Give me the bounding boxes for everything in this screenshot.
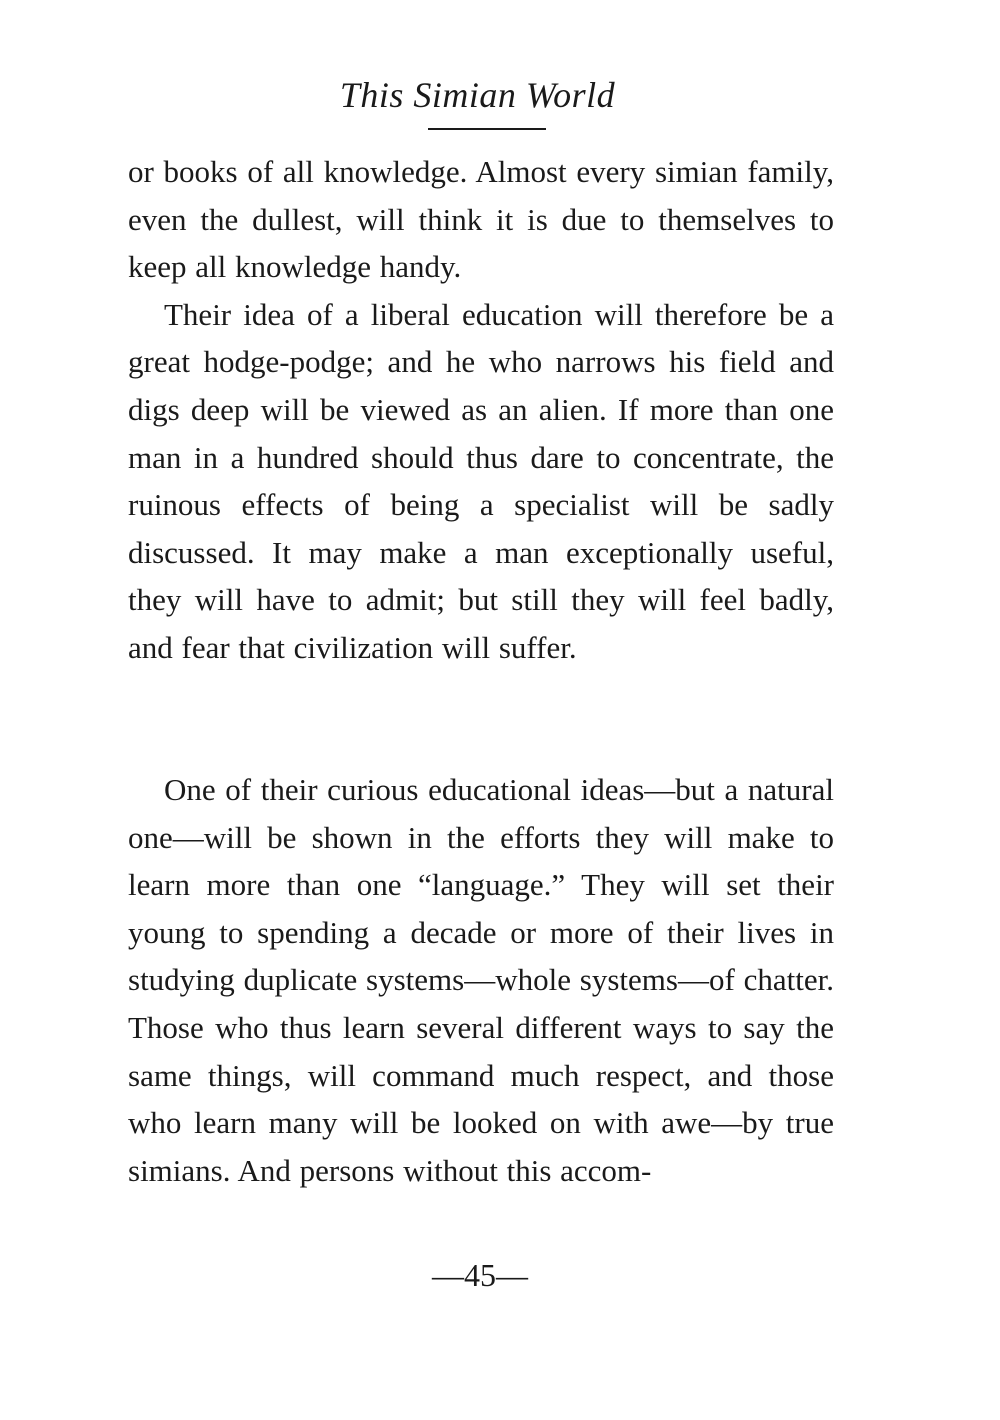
- running-head: This Simian World: [339, 75, 616, 115]
- page-number: —45—: [432, 1257, 528, 1293]
- head-rule: [428, 128, 546, 130]
- paragraph-liberal-education: Their idea of a liberal education will therefore be a great hodge-podge; and he who narrows his field and digs deep will be viewed as an alien. If more than one man in a hundred should thus dare to concentrate, the ruinous effects of being a specialist will be sadly discussed. It may make a man exceptionally useful, they will have to admit; but still they will feel badly, and fear that civilization will suffer.: [128, 296, 834, 665]
- text-block-bottom: [128, 766, 834, 1194]
- paragraph-continued: or books of all knowledge. Almost every simian family, even the dullest, will think it is due to themselves to keep all knowledge handy.: [128, 154, 834, 285]
- paragraph-languages: One of their curious educational ideas—but a natural one—will be shown in the efforts they will make to learn more than one “language.” They will set their young to spending a decade or more of their lives in studying duplicate systems—whole systems—of chatter. Those who thus learn several different ways to say the same things, will command much respect, and those who learn many will be looked on with awe—by true simians. And persons without this accom-: [128, 772, 834, 1188]
- text-block-top: [128, 148, 834, 672]
